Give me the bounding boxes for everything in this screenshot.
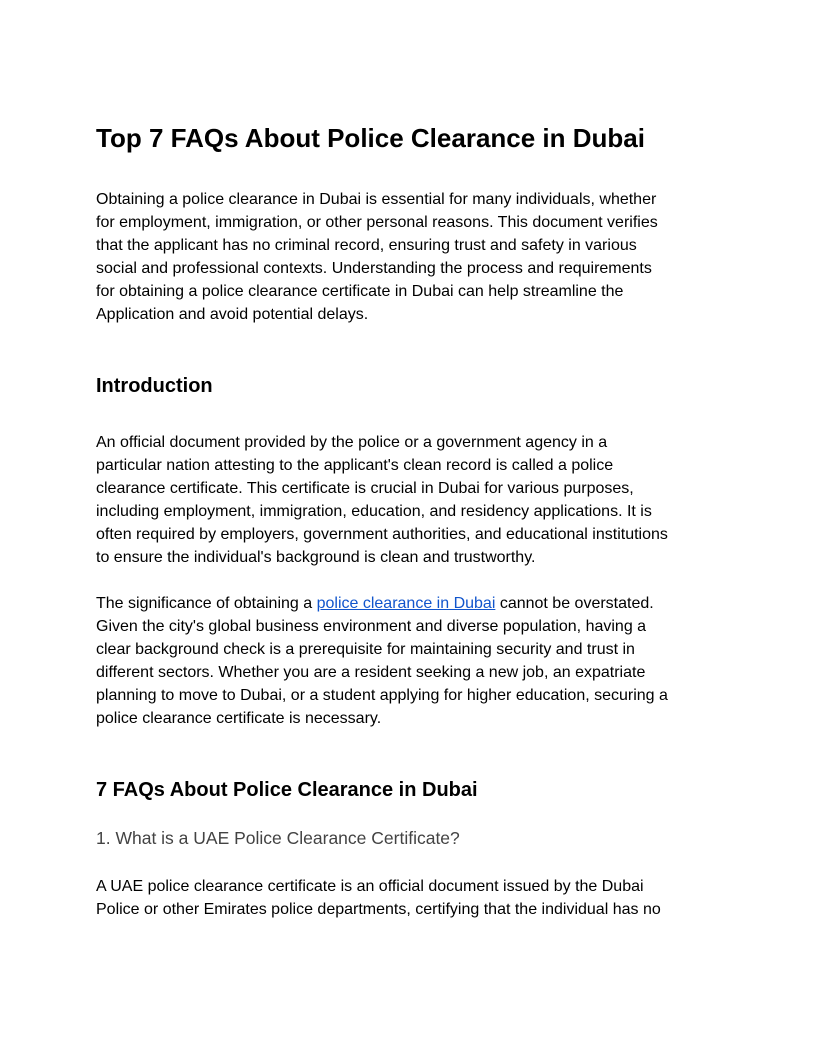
intro-paragraph: [96, 188, 721, 326]
text-line: Police or other Emirates police departments, certifying that the individual has no: [96, 901, 661, 918]
text-line: Given the city's global business environment and diverse population, having a: [96, 618, 647, 635]
faq-1-answer: [96, 875, 721, 921]
text-line: planning to move to Dubai, or a student applying for higher education, securing a: [96, 687, 668, 704]
text-line: for obtaining a police clearance certificate in Dubai can help streamline the: [96, 283, 624, 300]
text-line: clearance certificate. This certificate is crucial in Dubai for various purposes,: [96, 480, 634, 497]
text-line: [96, 592, 721, 615]
text-line: different sectors. Whether you are a resident seeking a new job, an expatriate: [96, 664, 646, 681]
text-line: police clearance certificate is necessary.: [96, 710, 382, 727]
text-line: clear background check is a prerequisite for maintaining security and trust in: [96, 641, 635, 658]
faqs-heading: 7 FAQs About Police Clearance in Dubai: [96, 779, 478, 801]
introduction-paragraph-1: [96, 431, 721, 569]
text-line: for employment, immigration, or other personal reasons. This document verifies: [96, 214, 658, 231]
text-line: to ensure the individual's background is clean and trustworthy.: [96, 549, 536, 566]
introduction-paragraph-2: [96, 592, 721, 730]
text-line: often required by employers, government authorities, and educational institutions: [96, 526, 668, 543]
text-line: including employment, immigration, education, and residency applications. It is: [96, 503, 652, 520]
text-segment: cannot be overstated.: [495, 595, 654, 612]
text-line: that the applicant has no criminal record, ensuring trust and safety in various: [96, 237, 637, 254]
text-line: A UAE police clearance certificate is an official document issued by the Dubai: [96, 878, 644, 895]
document-title: Top 7 FAQs About Police Clearance in Dubai: [96, 123, 645, 153]
text-line: Application and avoid potential delays.: [96, 306, 369, 323]
text-line: particular nation attesting to the applicant's clean record is called a police: [96, 457, 614, 474]
text-line: social and professional contexts. Understanding the process and requirements: [96, 260, 652, 277]
text-segment: The significance of obtaining a: [96, 595, 317, 612]
police-clearance-link[interactable]: police clearance in Dubai: [316, 595, 496, 612]
text-line: Obtaining a police clearance in Dubai is essential for many individuals, whether: [96, 191, 657, 208]
introduction-heading: Introduction: [96, 375, 213, 397]
faq-1-question: 1. What is a UAE Police Clearance Certificate?: [96, 828, 460, 848]
text-line: An official document provided by the police or a government agency in a: [96, 434, 608, 451]
